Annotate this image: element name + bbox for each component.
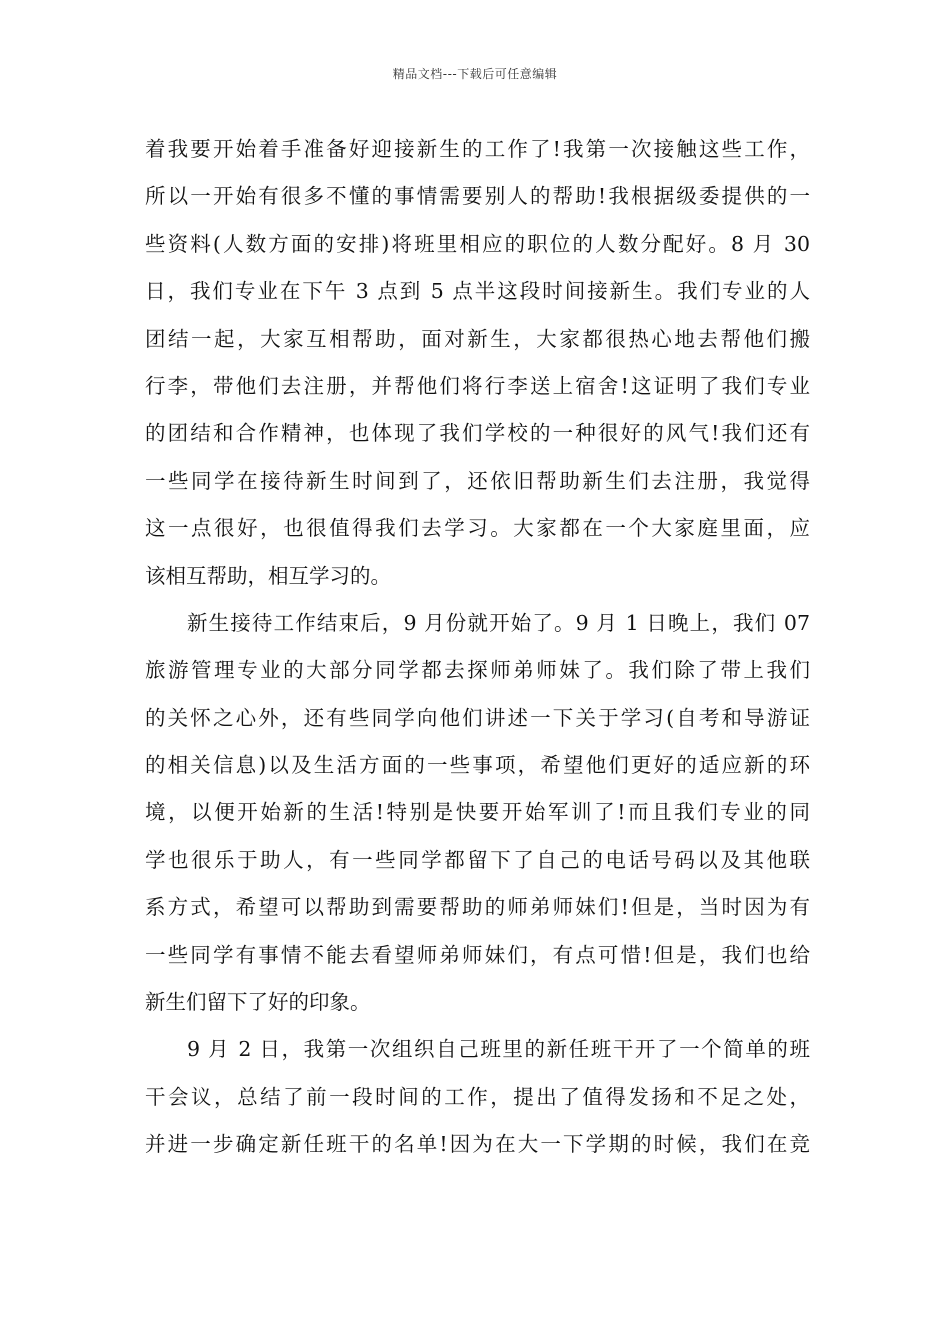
- document-body: [145, 126, 810, 1169]
- text-line: 着我要开始着手准备好迎接新生的工作了!我第一次接触这些工作，: [145, 137, 810, 161]
- text-line: 的关怀之心外，还有些同学向他们讲述一下关于学习(自考和导游证: [145, 705, 810, 730]
- text-line: 境，以便开始新的生活!特别是快要开始军训了!而且我们专业的同: [145, 800, 810, 825]
- text-line: 新生接待工作结束后，9 月份就开始了。9 月 1 日晚上，我们 07: [187, 610, 810, 635]
- text-line: 些资料(人数方面的安排)将班里相应的职位的人数分配好。8 月 30: [145, 231, 810, 256]
- text-line: 所以一开始有很多不懂的事情需要别人的帮助!我根据级委提供的一: [145, 184, 810, 209]
- text-line: 日，我们专业在下午 3 点到 5 点半这段时间接新生。我们专业的人: [145, 279, 810, 304]
- text-line: 9 月 2 日，我第一次组织自己班里的新任班干开了一个简单的班: [187, 1037, 810, 1062]
- text-line: 的相关信息)以及生活方面的一些事项，希望他们更好的适应新的环: [145, 753, 810, 778]
- paragraph-2: [145, 600, 810, 1027]
- paragraph-3: [145, 1026, 810, 1168]
- paragraph-1: [145, 126, 810, 600]
- text-line: 一些同学在接待新生时间到了，还依旧帮助新生们去注册，我觉得: [145, 468, 810, 493]
- text-line: 旅游管理专业的大部分同学都去探师弟师妹了。我们除了带上我们: [145, 658, 810, 683]
- text-line: 团结一起，大家互相帮助，面对新生，大家都很热心地去帮他们搬: [145, 326, 810, 351]
- text-line: 学也很乐于助人，有一些同学都留下了自己的电话号码以及其他联: [145, 847, 810, 872]
- text-line: 新生们留下了好的印象。: [145, 990, 371, 1015]
- page-header: 精品文档---下载后可任意编辑: [392, 67, 558, 81]
- text-line: 的团结和合作精神，也体现了我们学校的一种很好的风气!我们还有: [145, 421, 810, 446]
- text-line: 这一点很好，也很值得我们去学习。大家都在一个大家庭里面，应: [145, 516, 810, 541]
- text-line: 该相互帮助，相互学习的。: [145, 563, 391, 588]
- text-line: 一些同学有事情不能去看望师弟师妹们，有点可惜!但是，我们也给: [145, 942, 810, 967]
- text-line: 并进一步确定新任班干的名单!因为在大一下学期的时候，我们在竞: [145, 1132, 810, 1157]
- text-line: 干会议，总结了前一段时间的工作，提出了值得发扬和不足之处，: [145, 1084, 810, 1109]
- text-line: 系方式，希望可以帮助到需要帮助的师弟师妹们!但是，当时因为有: [145, 895, 810, 920]
- text-line: 行李，带他们去注册，并帮他们将行李送上宿舍!这证明了我们专业: [145, 373, 810, 398]
